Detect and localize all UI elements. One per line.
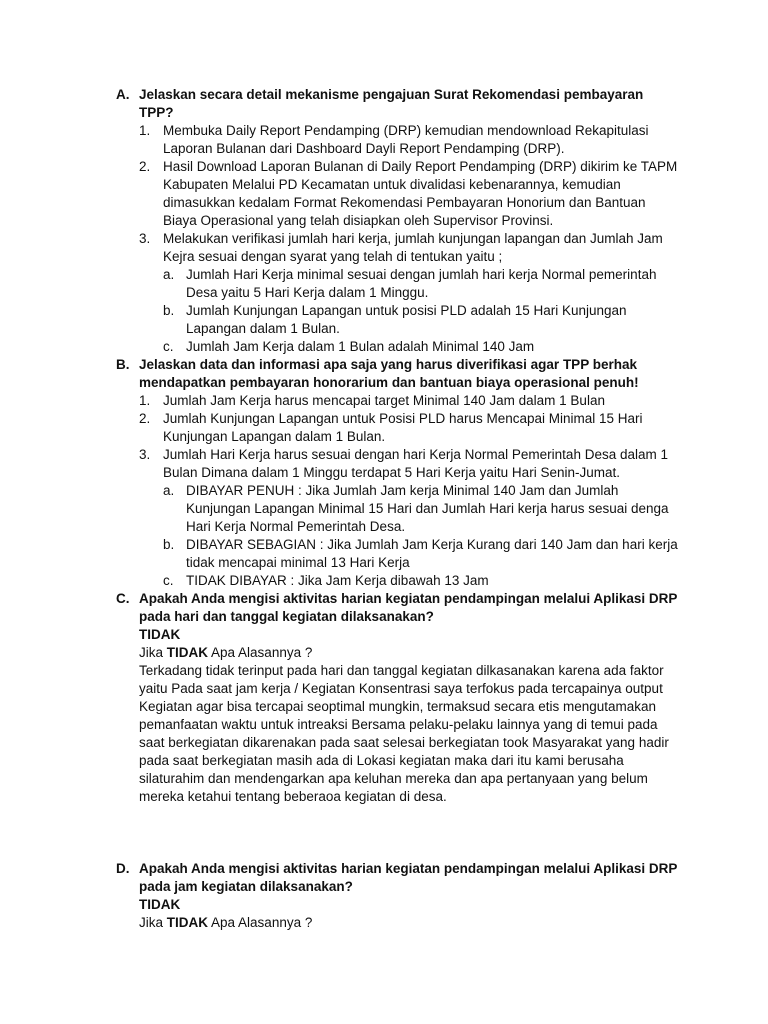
reason-suffix: Apa Alasannya ? xyxy=(208,645,313,660)
list-item-text: Membuka Daily Report Pendamping (DRP) kemudian mendownload Rekapitulasi Laporan Bulanan dari Dashboard Dayli Report Pendamping (DRP). xyxy=(163,123,649,156)
sub-list-item-text: DIBAYAR SEBAGIAN : Jika Jumlah Jam Kerja Kurang dari 140 Jam dan hari kerja tidak mencapai minimal 13 Hari Kerja xyxy=(186,537,678,570)
sub-list-item-text: DIBAYAR PENUH : Jika Jumlah Jam kerja Minimal 140 Jam dan Jumlah Kunjungan Lapangan Minimal 15 Hari dan Jumlah Hari kerja harus sesuai denga Hari Kerja Normal Pemerintah Desa. xyxy=(186,483,669,534)
section-d xyxy=(0,860,768,932)
sub-list-item xyxy=(163,482,680,536)
section-b xyxy=(0,356,768,590)
list-item-number: 2. xyxy=(139,411,151,426)
section-a-sub-list xyxy=(139,266,680,356)
section-d-answer: TIDAK xyxy=(139,897,181,912)
list-item-text: Hasil Download Laporan Bulanan di Daily Report Pendamping (DRP) dikirim ke TAPM Kabupaten Melalui PD Kecamatan untuk divalidasi kebenarannya, kemudian dimasukkan kedalam Format Rekomendasi Pembayaran Honorium dan Bantuan Biaya Operasional yang telah disiapkan oleh Supervisor Provinsi. xyxy=(163,159,678,228)
section-b-list xyxy=(139,392,680,590)
document-page xyxy=(0,86,768,932)
section-c-reason-prompt xyxy=(139,644,680,662)
reason-prefix: Jika xyxy=(139,645,167,660)
sub-list-item-text: TIDAK DIBAYAR : Jika Jam Kerja dibawah 13 Jam xyxy=(186,573,489,588)
section-c-letter: C. xyxy=(116,591,130,606)
sub-list-item xyxy=(163,536,680,572)
section-a-list xyxy=(139,122,680,356)
reason-bold: TIDAK xyxy=(166,645,209,660)
sub-list-item-text: Jumlah Hari Kerja minimal sesuai dengan jumlah hari kerja Normal pemerintah Desa yaitu 5 Hari Kerja dalam 1 Minggu. xyxy=(186,267,657,300)
list-item xyxy=(139,158,680,230)
section-d-reason-prompt xyxy=(139,914,680,932)
sub-list-item-text: Jumlah Kunjungan Lapangan untuk posisi PLD adalah 15 Hari Kunjungan Lapangan dalam 1 Bulan. xyxy=(186,303,627,336)
section-b-sub-list xyxy=(139,482,680,590)
list-item-number: 1. xyxy=(139,123,151,138)
sub-list-item xyxy=(163,266,680,302)
sub-list-item xyxy=(163,302,680,338)
reason-bold: TIDAK xyxy=(166,915,209,930)
list-item xyxy=(139,392,680,410)
section-c-question: Apakah Anda mengisi aktivitas harian kegiatan pendampingan melalui Aplikasi DRP pada hari dan tanggal kegiatan dilaksanakan? xyxy=(139,591,678,624)
section-a-question: Jelaskan secara detail mekanisme pengajuan Surat Rekomendasi pembayaran TPP? xyxy=(139,87,644,120)
sub-list-item-letter: a. xyxy=(163,483,175,498)
section-c-explanation: Terkadang tidak terinput pada hari dan tanggal kegiatan dilkasanakan karena ada faktor yaitu Pada saat jam kerja / Kegiatan Konsentrasi saya terfokus pada tercapainya output Kegiatan agar bisa tercapai seoptimal mungkin, termaksud secara etis mengutamakan pemanfaatan waktu untuk intreaksi Bersama pelaku-pelaku lainnya yang di temui pada saat berkegiatan dikarenakan pada saat selesai berkegiatan took Masyarakat yang hadir pada saat berkegiatan masih ada di Lokasi kegiatan maka dari itu kami berusaha silaturahim dan mendengarkan apa keluhan mereka dan apa pertanyaan yang belum mereka ketahui tentang beberaoa kegiatan di desa. xyxy=(139,663,669,804)
list-item-number: 3. xyxy=(139,447,151,462)
sub-list-item xyxy=(163,572,680,590)
reason-suffix: Apa Alasannya ? xyxy=(208,915,313,930)
section-c-answer: TIDAK xyxy=(139,627,181,642)
list-item xyxy=(139,230,680,266)
list-item xyxy=(139,122,680,158)
sub-list-item-letter: b. xyxy=(163,537,175,552)
sub-list-item xyxy=(163,338,680,356)
section-b-question: Jelaskan data dan informasi apa saja yang harus diverifikasi agar TPP berhak mendapatkan pembayaran honorarium dan bantuan biaya operasional penuh! xyxy=(139,357,639,390)
sub-list-item-text: Jumlah Jam Kerja dalam 1 Bulan adalah Minimal 140 Jam xyxy=(186,339,535,354)
section-c xyxy=(0,590,768,806)
section-b-letter: B. xyxy=(116,357,130,372)
list-item-text: Jumlah Jam Kerja harus mencapai target Minimal 140 Jam dalam 1 Bulan xyxy=(163,393,605,408)
reason-prefix: Jika xyxy=(139,915,167,930)
section-d-letter: D. xyxy=(116,861,130,876)
sub-list-item-letter: b. xyxy=(163,303,175,318)
spacer xyxy=(0,806,768,860)
section-d-question: Apakah Anda mengisi aktivitas harian kegiatan pendampingan melalui Aplikasi DRP pada jam kegiatan dilaksanakan? xyxy=(139,861,678,894)
list-item-number: 3. xyxy=(139,231,151,246)
list-item-number: 2. xyxy=(139,159,151,174)
list-item-text: Melakukan verifikasi jumlah hari kerja, jumlah kunjungan lapangan dan Jumlah Jam Kejra sesuai dengan syarat yang telah di tentukan yaitu ; xyxy=(163,231,663,264)
section-a-letter: A. xyxy=(116,87,130,102)
sub-list-item-letter: a. xyxy=(163,267,175,282)
list-item-text: Jumlah Kunjungan Lapangan untuk Posisi PLD harus Mencapai Minimal 15 Hari Kunjungan Lapangan dalam 1 Bulan. xyxy=(163,411,643,444)
list-item xyxy=(139,410,680,446)
list-item-number: 1. xyxy=(139,393,151,408)
sub-list-item-letter: c. xyxy=(163,573,174,588)
sub-list-item-letter: c. xyxy=(163,339,174,354)
section-a xyxy=(0,86,768,356)
list-item xyxy=(139,446,680,482)
list-item-text: Jumlah Hari Kerja harus sesuai dengan hari Kerja Normal Pemerintah Desa dalam 1 Bulan Dimana dalam 1 Minggu terdapat 5 Hari Kerja yaitu Hari Senin-Jumat. xyxy=(163,447,668,480)
